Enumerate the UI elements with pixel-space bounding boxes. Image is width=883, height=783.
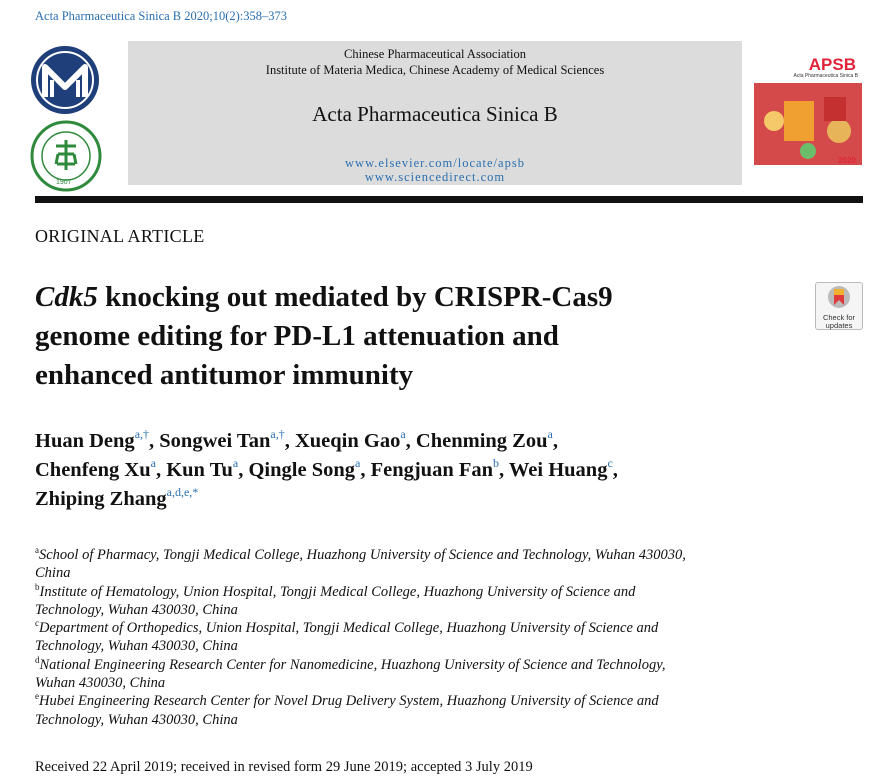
author-affiliation-marker[interactable]: a (547, 427, 553, 441)
author (35, 485, 199, 510)
society-line1: Chinese Pharmaceutical Association (344, 47, 526, 61)
author-affiliation-marker[interactable]: a (400, 427, 406, 441)
affiliation-item (35, 656, 735, 693)
title-line1-rest: knocking out mediated by CRISPR-Cas9 (97, 281, 613, 313)
affiliation-letter: e (35, 691, 39, 702)
affiliation-item (35, 692, 735, 729)
author-affiliation-marker[interactable]: a,† (270, 427, 285, 441)
cover-acronym: APSB (808, 55, 856, 74)
author-separator: , (155, 459, 167, 481)
cover-year: 2020 (838, 156, 856, 165)
author-name[interactable]: Xueqin Gao (294, 430, 401, 452)
sciencedirect-link[interactable]: www.sciencedirect.com (364, 170, 506, 184)
elsevier-link[interactable]: www.elsevier.com/locate/apsb (345, 156, 525, 170)
affiliation-letter: a (35, 545, 39, 555)
author (248, 456, 371, 481)
title-gene: Cdk5 (35, 281, 98, 313)
affiliation-text-cont: Technology, Wuhan 430030, China (35, 601, 238, 618)
affiliation-text: Institute of Hematology, Union Hospital, Tongji Medical College, Huazhong University of Science and (39, 583, 636, 600)
author-separator: , (360, 459, 371, 481)
author-name[interactable]: Chenfeng Xu (35, 459, 151, 481)
affiliation-text: Department of Orthopedics, Union Hospital, Tongji Medical College, Huazhong University of Science and (39, 620, 659, 637)
affiliation-text: School of Pharmacy, Tongji Medical College, Huazhong University of Science and Technology, Wuhan 430030, (39, 547, 686, 563)
title-line1 (35, 278, 775, 317)
author-affiliation-marker[interactable]: a (355, 456, 361, 470)
author-separator: , (405, 430, 416, 452)
affiliation-text-cont: Technology, Wuhan 430030, China (35, 638, 238, 655)
author (415, 427, 558, 452)
affiliation-item (35, 546, 735, 583)
article-type: ORIGINAL ARTICLE (35, 226, 205, 246)
journal-urls (128, 156, 742, 184)
author (370, 456, 509, 481)
title-line2: genome editing for PD-L1 attenuation and (35, 320, 559, 352)
check-updates-line2: updates (825, 321, 853, 330)
society-info (128, 46, 742, 78)
author-name[interactable]: Qingle Song (248, 459, 355, 481)
affiliation-letter: d (35, 654, 40, 665)
author (508, 456, 618, 481)
author-name[interactable]: Huan Deng (35, 430, 135, 452)
affiliation-text-cont: Wuhan 430030, China (35, 675, 166, 692)
author (166, 456, 249, 481)
author-separator: , (284, 430, 295, 452)
seal-year: 1907 (56, 179, 72, 186)
affiliation-item (35, 619, 735, 656)
affiliation-text-cont: Technology, Wuhan 430030, China (35, 711, 238, 728)
author (35, 456, 167, 481)
affiliation-text: Hubei Engineering Research Center for Novel Drug Delivery System, Huazhong University of Science and (39, 693, 659, 710)
author-affiliation-marker[interactable]: b (493, 456, 500, 470)
author-affiliation-marker[interactable]: a (150, 456, 156, 470)
society-line2: Institute of Materia Medica, Chinese Academy of Medical Sciences (265, 63, 605, 77)
publisher-logos (30, 42, 110, 192)
author-name[interactable]: Zhiping Zhang (35, 488, 167, 510)
received-dates: Received 22 April 2019; received in revised form 29 June 2019; accepted 3 July 2019 (35, 759, 533, 775)
author-name[interactable]: Fengjuan Fan (370, 459, 494, 481)
cover-title: Acta Pharmaceutica Sinica B (793, 73, 858, 79)
author-separator: , (552, 430, 558, 452)
header-rule (35, 196, 863, 203)
journal-name: Acta Pharmaceutica Sinica B (312, 102, 558, 126)
author-name[interactable]: Songwei Tan (159, 430, 271, 452)
affiliation-list (35, 546, 735, 729)
author-name[interactable]: Chenming Zou (415, 430, 548, 452)
check-updates-line1: Check for (822, 313, 856, 322)
affiliation-letter: c (35, 618, 39, 629)
author-affiliation-marker[interactable]: a,† (134, 427, 150, 441)
affiliation-letter: b (35, 581, 40, 592)
affiliation-item (35, 583, 735, 620)
author-affiliation-marker[interactable]: c (607, 456, 613, 470)
check-for-updates-button[interactable] (815, 282, 863, 330)
author (35, 427, 160, 452)
author-name[interactable]: Wei Huang (508, 459, 608, 481)
title-line3: enhanced antitumor immunity (35, 359, 414, 391)
author-list (35, 427, 835, 514)
author (294, 427, 416, 452)
author-affiliation-marker[interactable]: a (232, 456, 239, 470)
author-name[interactable]: Kun Tu (166, 459, 233, 481)
crossmark-icon (827, 285, 851, 309)
author (159, 427, 295, 452)
author-separator: , (238, 459, 249, 481)
journal-citation[interactable]: Acta Pharmaceutica Sinica B 2020;10(2):358–373 (35, 9, 288, 23)
author-separator: , (499, 459, 509, 481)
journal-header (128, 41, 742, 185)
article-title (35, 278, 775, 395)
author-separator: , (612, 459, 618, 481)
author-affiliation-marker[interactable]: a,d,e,* (166, 485, 199, 499)
affiliation-text-cont: China (35, 565, 71, 582)
affiliation-text: National Engineering Research Center for Nanomedicine, Huazhong University of Science and Technology, (39, 656, 666, 673)
author-separator: , (149, 430, 160, 452)
journal-cover[interactable] (754, 41, 862, 185)
